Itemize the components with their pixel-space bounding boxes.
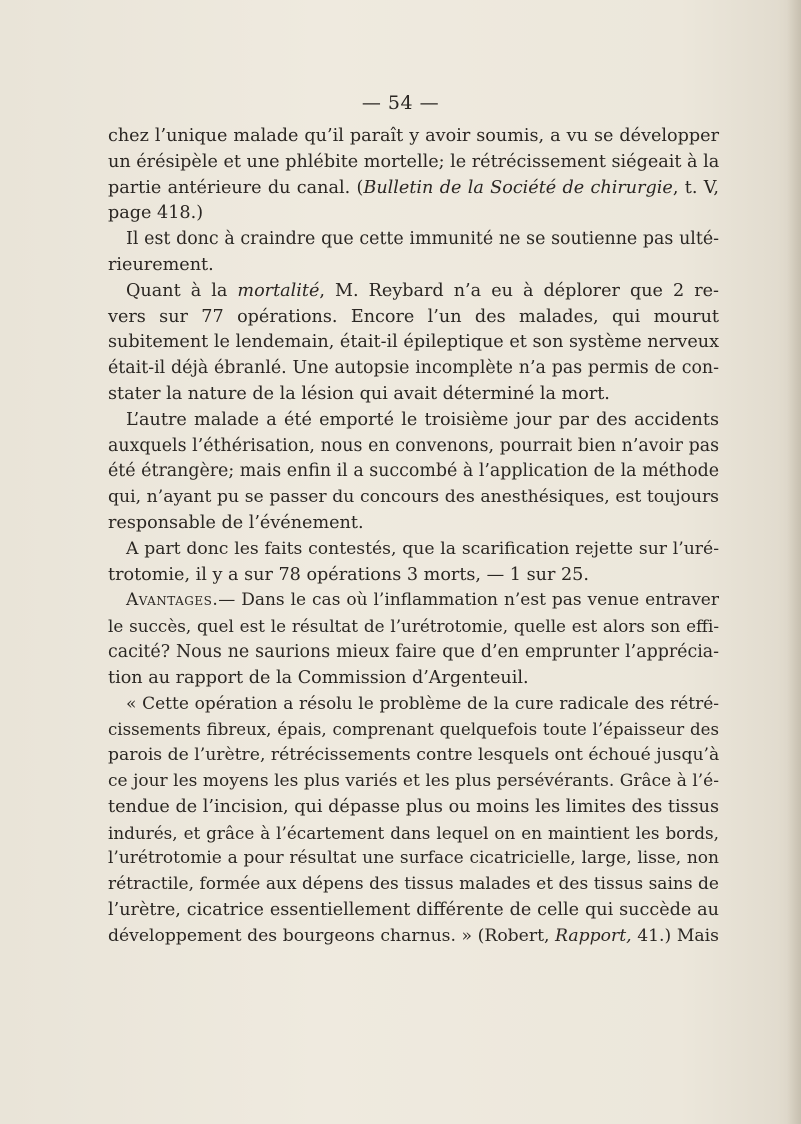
text-line: ce jour les moyens les plus variés et les plus persévérants. Grâce à l’é- <box>108 770 719 791</box>
text-line: stater la nature de la lésion qui avait déterminé la mort. <box>108 383 610 404</box>
text-line: Il est donc à craindre que cette immunité ne se soutienne pas ulté- <box>126 229 719 250</box>
text-line: L’autre malade a été emporté le troisième jour par des accidents <box>126 409 719 430</box>
citation-title: Rapport, <box>555 925 632 946</box>
text-line: rétractile, formée aux dépens des tissus malades et des tissus sains de <box>108 874 719 895</box>
text-line: A part donc les faits contestés, que la scarification rejette sur l’uré- <box>126 538 719 559</box>
text-line: auxquels l’éthérisation, nous en convenons, pourrait bien n’avoir pas <box>108 435 719 456</box>
text-line: tendue de l’incision, qui dépasse plus ou moins les limites des tissus <box>108 796 719 817</box>
text-fragment: , t. V, <box>672 177 719 198</box>
text-fragment: ( <box>356 177 364 198</box>
text-line: vers sur 77 opérations. Encore l’un des malades, qui mourut <box>108 306 719 327</box>
text-line: indurés, et grâce à l’écartement dans lequel on en maintient les bords, <box>108 822 719 843</box>
text-line: cacité? Nous ne saurions mieux faire que d’en emprunter l’apprécia- <box>108 641 719 662</box>
text-line: l’urétrotomie a pour résultat une surface cicatricielle, large, lisse, non <box>108 848 719 869</box>
text-line: chez l’unique malade qu’il paraît y avoir soumis, a vu se développer <box>108 126 719 146</box>
text-line: un érésipèle et une phlébite mortelle; le rétrécissement siégeait à la <box>108 151 720 172</box>
text-line <box>108 924 719 950</box>
text-line <box>108 588 719 614</box>
text-line: était-il déjà ébranlé. Une autopsie incomplète n’a pas permis de con- <box>108 358 719 379</box>
text-fragment: 41.) Mais <box>637 925 719 946</box>
text-line: parois de l’urètre, rétrécissements contre lesquels ont échoué jusqu’à <box>108 745 720 766</box>
text-line: rieurement. <box>108 254 214 275</box>
text-line: l’urètre, cicatrice essentiellement différente de celle qui succède au <box>108 899 719 920</box>
text-line: le succès, quel est le résultat de l’urétrotomie, quelle est alors son effi- <box>108 616 719 637</box>
page-number: — 54 — <box>361 92 440 114</box>
text-line: responsable de l’événement. <box>108 512 364 533</box>
text-line <box>108 176 719 202</box>
journal-title: Bulletin de la Société de chirurgie <box>363 177 673 198</box>
text-fragment: partie antérieure du canal. <box>108 177 351 198</box>
emphasis: mortalité <box>237 280 320 301</box>
text-fragment: — Dans le cas où l’inflammation n’est pas venue entraver <box>218 590 719 611</box>
text-line: été étrangère; mais enfin il a succombé à l’application de la méthode <box>108 461 719 482</box>
text-line: subitement le lendemain, était-il épileptique et son système nerveux <box>108 332 719 353</box>
section-heading: Avantages. <box>126 590 219 611</box>
page-edge-shadow <box>787 0 801 1124</box>
text-line <box>108 279 719 305</box>
text-line: tion au rapport de la Commission d’Argenteuil. <box>108 667 529 688</box>
text-fragment: développement des bourgeons charnus. » (Robert, <box>108 925 550 946</box>
text-line: cissements fibreux, épais, comprenant quelquefois toute l’épaisseur des <box>108 720 719 740</box>
text-line: qui, n’ayant pu se passer du concours des anesthésiques, est toujours <box>108 487 719 508</box>
body-text <box>108 124 719 950</box>
text-fragment: , M. Reybard n’a eu à déplorer que 2 re- <box>319 280 719 301</box>
text-line: page 418.) <box>108 203 204 224</box>
text-line: « Cette opération a résolu le problème de la cure radicale des rétré- <box>126 693 719 714</box>
text-line: trotomie, il y a sur 78 opérations 3 morts, — 1 sur 25. <box>108 564 589 585</box>
text-fragment: Quant à la <box>126 280 228 301</box>
